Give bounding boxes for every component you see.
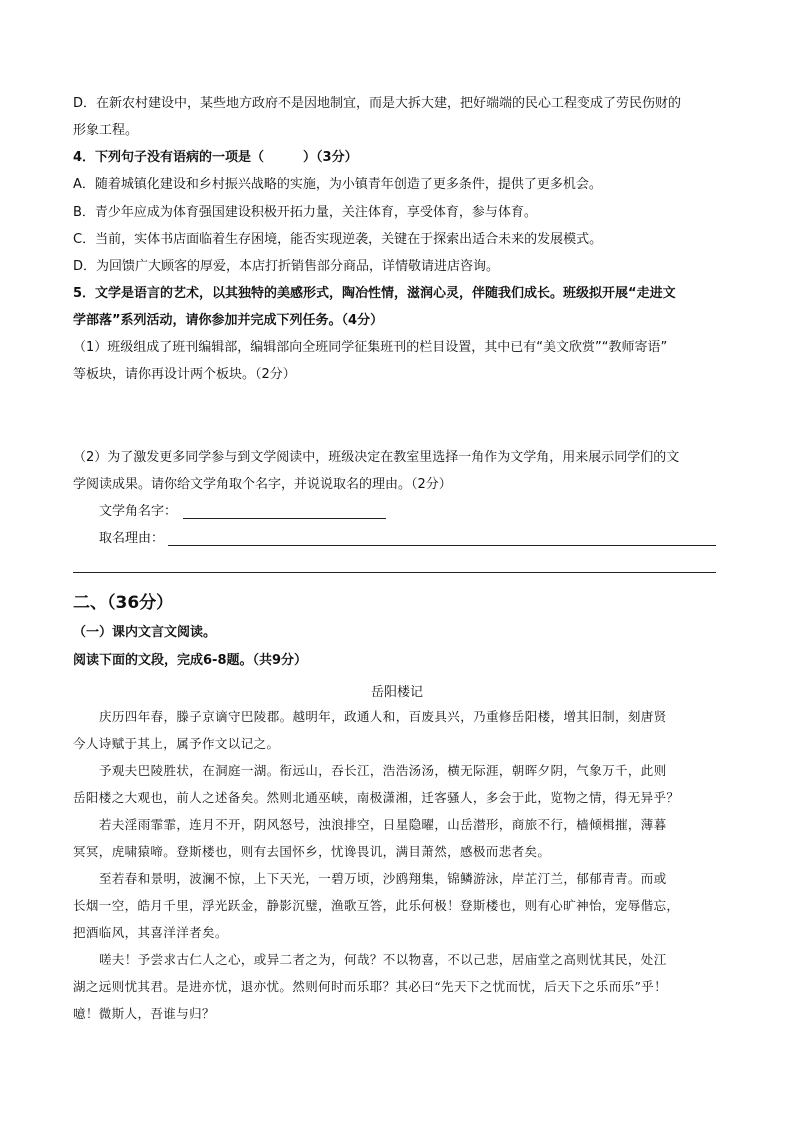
q5-sub2-line2: 学阅读成果。请你给文学角取个名字，并说说取名的理由。（2分） (73, 477, 452, 492)
q5-stem-line2: 学部落”系列活动，请你参加并完成下列任务。（4分） (73, 313, 384, 328)
passage-p5-line1: 嗟夫！予尝求古仁人之心，或异二者之为，何哉？不以物喜，不以己悲，居庙堂之高则忧其民，处江 (99, 952, 667, 967)
passage-p5-line2: 湖之远则忧其君。是进亦忧，退亦忧。然则何时而乐耶？其必曰“先天下之忧而忧，后天下之乐而乐”乎！ (73, 979, 668, 994)
q4-option-b: B．青少年应成为体育强国建设积极开拓力量，关注体育，享受体育，参与体育。 (73, 205, 537, 220)
q5-sub2-line1: （2）为了激发更多同学参与到文学阅读中，班级决定在教室里选择一角作为文学角，用来展示同学们的文 (73, 450, 680, 465)
part-1-heading: （一）课内文言文阅读。 (73, 625, 217, 640)
passage-p2-line2: 岳阳楼之大观也，前人之述备矣。然则北通巫峡，南极潇湘，迁客骚人，多会于此，览物之情，得无异乎？ (73, 790, 680, 805)
name-answer-line[interactable] (183, 518, 386, 519)
section-2-heading: 二、（36分） (73, 593, 174, 613)
reason-label: 取名理由： (99, 531, 165, 546)
q3-option-d-line2: 形象工程。 (73, 123, 139, 138)
passage-p4-line2: 长烟一空，皓月千里，浮光跃金，静影沉璧，渔歌互答，此乐何极！登斯楼也，则有心旷神怡，宠辱偕忘， (73, 898, 680, 913)
q4-option-a: A．随着城镇化建设和乡村振兴战略的实施，为小镇青年创造了更多条件，提供了更多机会。 (73, 177, 602, 192)
passage-title: 岳阳楼记 (370, 685, 423, 700)
q4-stem: 4．下列句子没有语病的一项是（ ）（3分） (73, 150, 358, 165)
q3-option-d-line1: D．在新农村建设中，某些地方政府不是因地制宜，而是大拆大建，把好端端的民心工程变成了劳民伤财的 (73, 96, 682, 111)
q5-sub1-line2: 等板块，请你再设计两个板块。（2分） (73, 367, 296, 382)
reason-answer-line[interactable] (168, 545, 716, 546)
passage-p4-line1: 至若春和景明，波澜不惊，上下天光，一碧万顷，沙鸥翔集，锦鳞游泳，岸芷汀兰，郁郁青青。而或 (99, 871, 667, 886)
passage-p1-line2: 今人诗赋于其上，属予作文以记之。 (73, 736, 280, 751)
passage-p5-line3: 噫！微斯人，吾谁与归？ (73, 1006, 215, 1021)
passage-p3-line2: 冥冥，虎啸猿啼。登斯楼也，则有去国怀乡，忧谗畏讥，满目萧然，感极而悲者矣。 (73, 844, 551, 859)
name-label: 文学角名字： (99, 504, 178, 519)
q4-option-c: C．当前，实体书店面临着生存困境，能否实现逆袭，关键在于探索出适合未来的发展模式。 (73, 232, 603, 247)
q4-option-d: D．为回馈广大顾客的厚爱，本店打折销售部分商品，详情敬请进店咨询。 (73, 259, 500, 274)
passage-p1-line1: 庆历四年春，滕子京谪守巴陵郡。越明年，政通人和，百废具兴，乃重修岳阳楼，增其旧制，刻唐贤 (99, 709, 667, 724)
q5-stem-line1: 5．文学是语言的艺术，以其独特的美感形式，陶冶性情，滋润心灵，伴随我们成长。班级拟开展“走进文 (73, 286, 676, 301)
passage-p2-line1: 予观夫巴陵胜状，在洞庭一湖。衔远山，吞长江，浩浩汤汤，横无际涯，朝晖夕阴，气象万千，此则 (99, 763, 667, 778)
passage-p4-line3: 把酒临风，其喜洋洋者矣。 (73, 925, 228, 940)
reason-answer-line-2[interactable] (73, 572, 716, 573)
reading-instruction: 阅读下面的文段，完成6-8题。（共9分） (73, 653, 308, 668)
passage-p3-line1: 若夫淫雨霏霏，连月不开，阴风怒号，浊浪排空，日星隐曜，山岳潜形，商旅不行，樯倾楫摧，薄暮 (99, 817, 667, 832)
q5-sub1-line1: （1）班级组成了班刊编辑部，编辑部向全班同学征集班刊的栏目设置，其中已有“美文欣赏”“教师寄语” (73, 340, 668, 355)
